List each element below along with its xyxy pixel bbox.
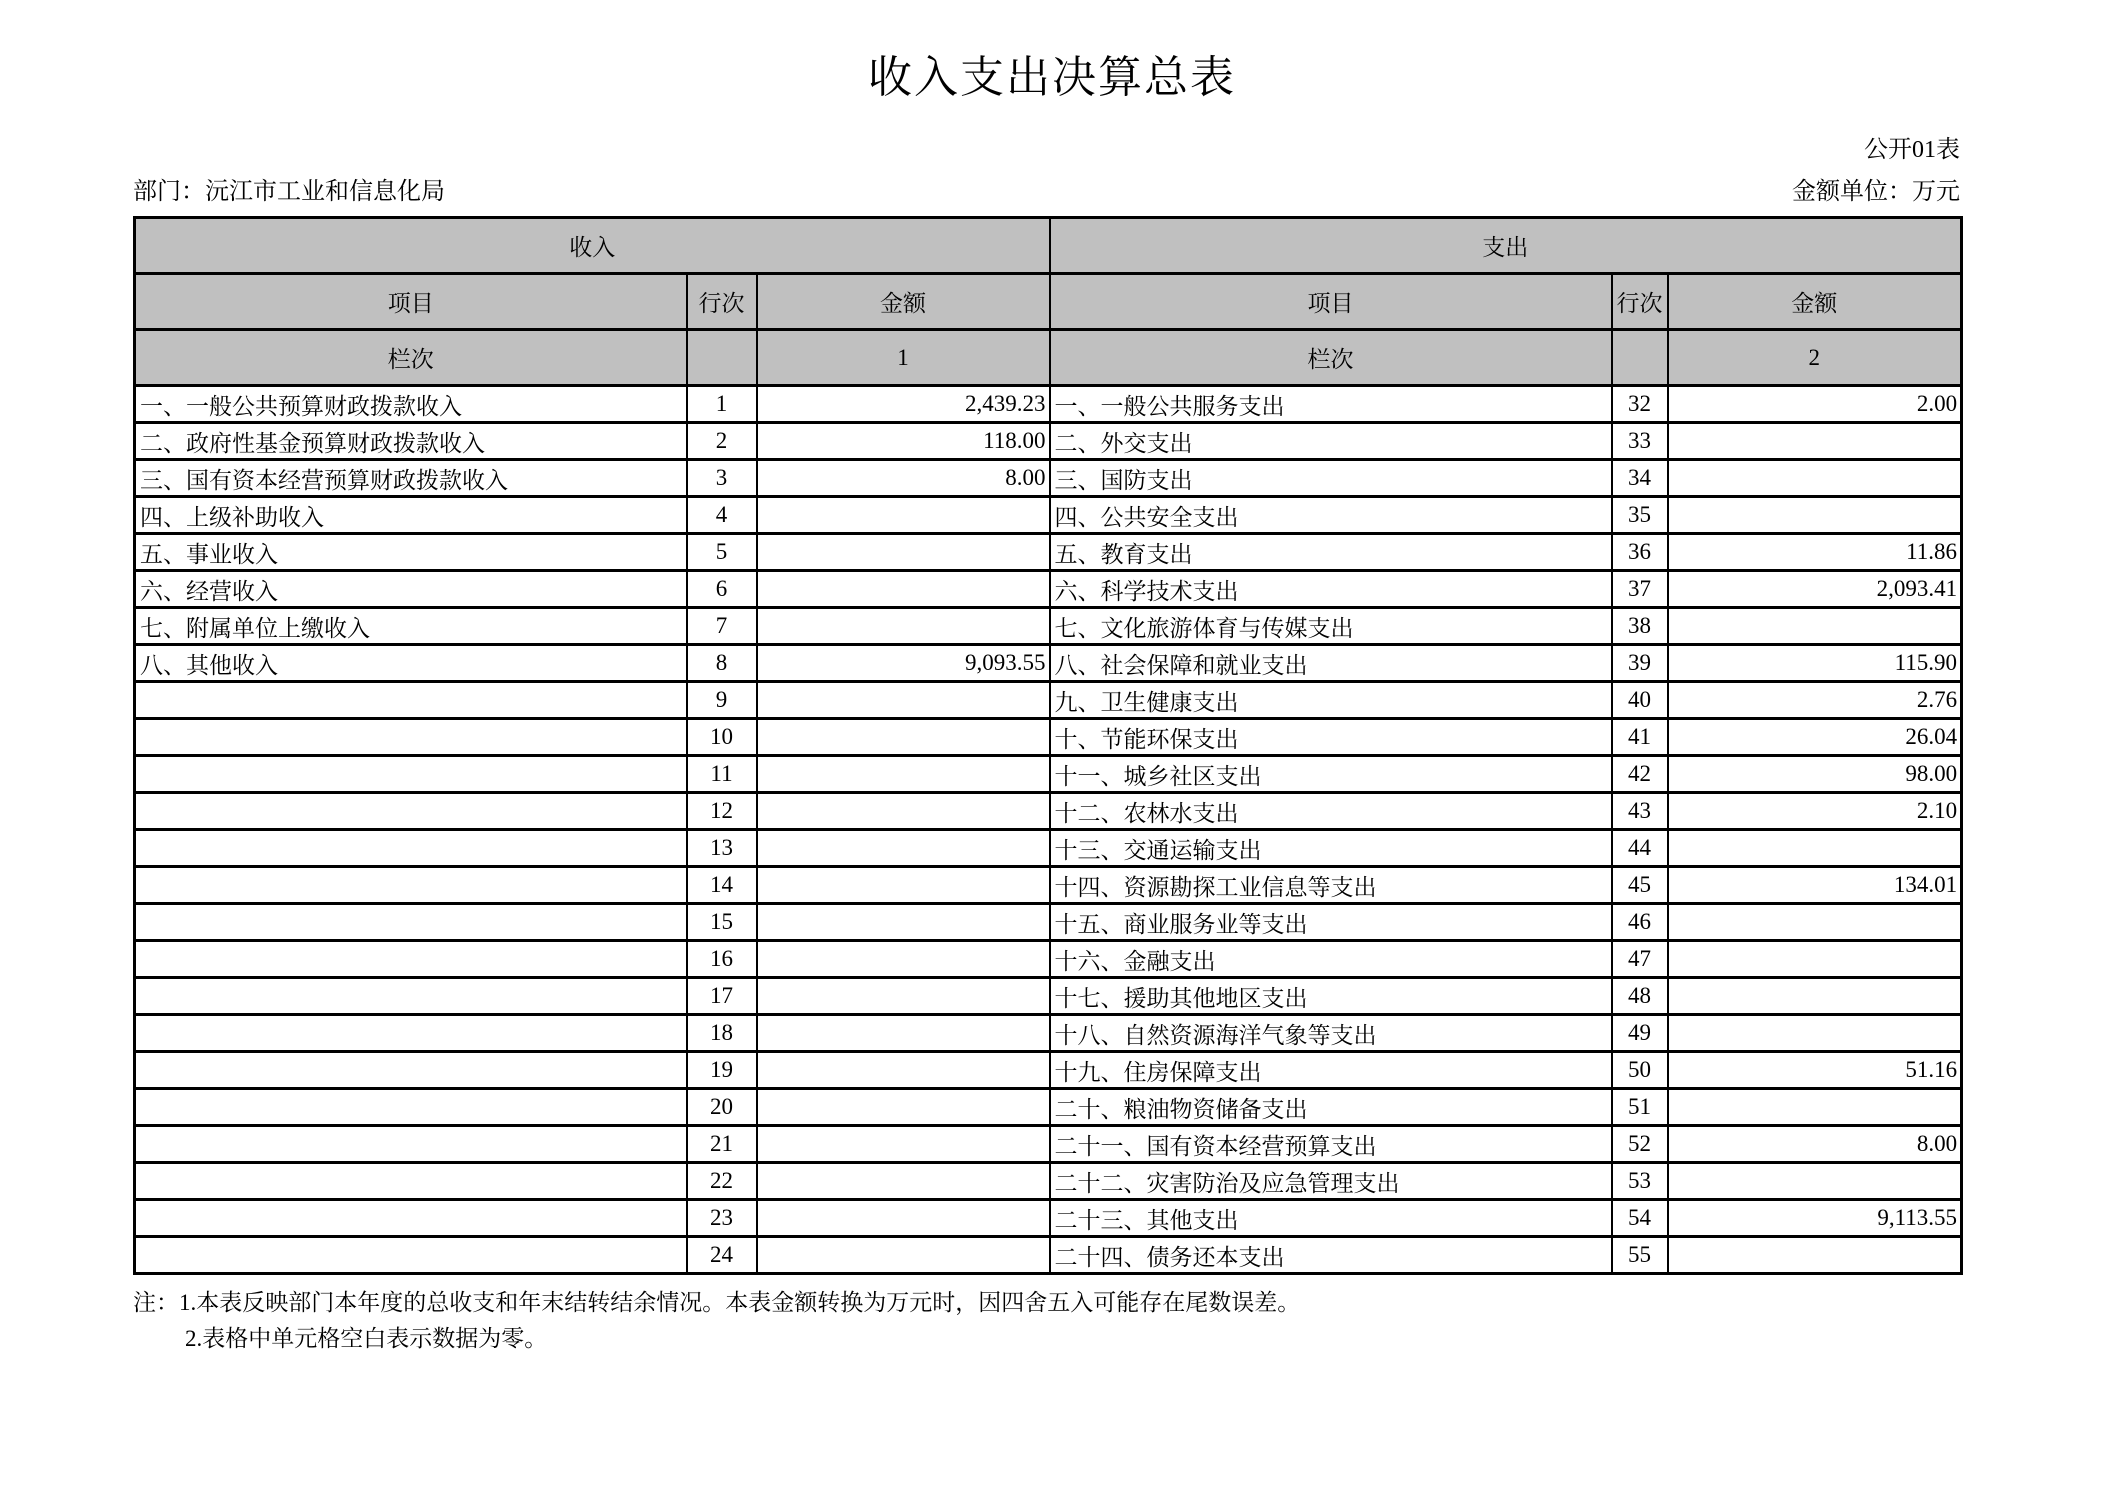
expense-item-cell: 一、一般公共服务支出 — [1050, 386, 1612, 423]
expense-amount-header: 金额 — [1668, 274, 1962, 330]
income-item-cell — [135, 1089, 687, 1126]
table-row — [135, 497, 1962, 534]
table-row — [135, 1163, 1962, 1200]
income-item-header: 项目 — [135, 274, 687, 330]
expense-item-cell: 二十三、其他支出 — [1050, 1200, 1612, 1237]
expense-section-header: 支出 — [1050, 218, 1962, 274]
expense-line-cell: 50 — [1612, 1052, 1668, 1089]
income-item-cell — [135, 793, 687, 830]
column-index-row — [135, 330, 1962, 386]
expense-item-cell: 七、文化旅游体育与传媒支出 — [1050, 608, 1612, 645]
expense-amount-cell: 26.04 — [1668, 719, 1962, 756]
expense-amount-cell: 9,113.55 — [1668, 1200, 1962, 1237]
income-amount-cell — [757, 1126, 1050, 1163]
expense-amount-cell — [1668, 1015, 1962, 1052]
income-line-cell: 12 — [687, 793, 757, 830]
income-line-cell: 3 — [687, 460, 757, 497]
income-amount-cell — [757, 571, 1050, 608]
table-row — [135, 423, 1962, 460]
expense-item-cell: 四、公共安全支出 — [1050, 497, 1612, 534]
expense-amount-cell: 134.01 — [1668, 867, 1962, 904]
income-line-cell: 23 — [687, 1200, 757, 1237]
income-amount-cell — [757, 1089, 1050, 1126]
income-line-cell: 20 — [687, 1089, 757, 1126]
income-index-label: 栏次 — [135, 330, 687, 386]
income-item-cell — [135, 1052, 687, 1089]
income-item-cell — [135, 867, 687, 904]
expense-amount-cell — [1668, 904, 1962, 941]
income-item-cell: 七、附属单位上缴收入 — [135, 608, 687, 645]
expense-index-empty-cell — [1612, 330, 1668, 386]
expense-amount-cell: 2.00 — [1668, 386, 1962, 423]
income-amount-cell — [757, 682, 1050, 719]
expense-item-cell: 十五、商业服务业等支出 — [1050, 904, 1612, 941]
income-line-cell: 19 — [687, 1052, 757, 1089]
income-amount-cell: 9,093.55 — [757, 645, 1050, 682]
expense-amount-cell — [1668, 1163, 1962, 1200]
income-line-cell: 6 — [687, 571, 757, 608]
expense-item-cell: 十三、交通运输支出 — [1050, 830, 1612, 867]
expense-item-cell: 六、科学技术支出 — [1050, 571, 1612, 608]
expense-line-cell: 52 — [1612, 1126, 1668, 1163]
table-row — [135, 682, 1962, 719]
income-amount-cell: 8.00 — [757, 460, 1050, 497]
table-row — [135, 645, 1962, 682]
note-line-1: 注：1.本表反映部门本年度的总收支和年末结转结余情况。本表金额转换为万元时，因四舍五入可能存在尾数误差。 — [133, 1290, 1301, 1315]
expense-item-cell: 三、国防支出 — [1050, 460, 1612, 497]
expense-line-cell: 51 — [1612, 1089, 1668, 1126]
income-line-cell: 1 — [687, 386, 757, 423]
expense-amount-cell — [1668, 1237, 1962, 1274]
table-row — [135, 867, 1962, 904]
expense-amount-cell: 51.16 — [1668, 1052, 1962, 1089]
income-line-cell: 11 — [687, 756, 757, 793]
income-line-cell: 5 — [687, 534, 757, 571]
table-row — [135, 941, 1962, 978]
expense-line-cell: 36 — [1612, 534, 1668, 571]
income-item-cell: 五、事业收入 — [135, 534, 687, 571]
income-line-cell: 15 — [687, 904, 757, 941]
expense-amount-cell: 11.86 — [1668, 534, 1962, 571]
income-item-cell — [135, 1200, 687, 1237]
income-amount-cell — [757, 1163, 1050, 1200]
income-line-cell: 8 — [687, 645, 757, 682]
income-line-cell: 17 — [687, 978, 757, 1015]
section-header-row — [135, 218, 1962, 274]
expense-amount-cell — [1668, 978, 1962, 1015]
income-line-header: 行次 — [687, 274, 757, 330]
expense-column-index: 2 — [1668, 330, 1962, 386]
expense-line-cell: 44 — [1612, 830, 1668, 867]
income-line-cell: 18 — [687, 1015, 757, 1052]
expense-amount-cell: 98.00 — [1668, 756, 1962, 793]
income-item-cell — [135, 1015, 687, 1052]
income-item-cell — [135, 941, 687, 978]
income-amount-cell: 118.00 — [757, 423, 1050, 460]
income-line-cell: 7 — [687, 608, 757, 645]
income-item-cell: 八、其他收入 — [135, 645, 687, 682]
income-item-cell: 六、经营收入 — [135, 571, 687, 608]
income-item-cell: 三、国有资本经营预算财政拨款收入 — [135, 460, 687, 497]
expense-amount-cell — [1668, 1089, 1962, 1126]
expense-item-cell: 十一、城乡社区支出 — [1050, 756, 1612, 793]
income-line-cell: 10 — [687, 719, 757, 756]
expense-amount-cell — [1668, 497, 1962, 534]
page-title: 收入支出决算总表 — [868, 53, 1236, 102]
expense-amount-cell: 8.00 — [1668, 1126, 1962, 1163]
table-row — [135, 1126, 1962, 1163]
table-row — [135, 460, 1962, 497]
expense-line-cell: 54 — [1612, 1200, 1668, 1237]
income-item-cell — [135, 1237, 687, 1274]
income-line-cell: 2 — [687, 423, 757, 460]
expense-amount-cell — [1668, 423, 1962, 460]
income-item-cell — [135, 978, 687, 1015]
expense-line-cell: 55 — [1612, 1237, 1668, 1274]
expense-line-cell: 45 — [1612, 867, 1668, 904]
income-line-cell: 22 — [687, 1163, 757, 1200]
expense-line-header: 行次 — [1612, 274, 1668, 330]
column-header-row — [135, 274, 1962, 330]
expense-item-cell: 五、教育支出 — [1050, 534, 1612, 571]
table-row — [135, 719, 1962, 756]
expense-amount-cell — [1668, 941, 1962, 978]
table-row — [135, 386, 1962, 423]
expense-item-cell: 二十四、债务还本支出 — [1050, 1237, 1612, 1274]
income-line-cell: 21 — [687, 1126, 757, 1163]
expense-item-cell: 二、外交支出 — [1050, 423, 1612, 460]
income-line-cell: 4 — [687, 497, 757, 534]
income-index-empty-cell — [687, 330, 757, 386]
income-item-cell: 一、一般公共预算财政拨款收入 — [135, 386, 687, 423]
income-amount-cell — [757, 608, 1050, 645]
income-line-cell: 16 — [687, 941, 757, 978]
income-section-header: 收入 — [135, 218, 1050, 274]
income-line-cell: 9 — [687, 682, 757, 719]
notes — [133, 1285, 1960, 1357]
income-amount-cell — [757, 1015, 1050, 1052]
table-row — [135, 904, 1962, 941]
income-item-cell: 二、政府性基金预算财政拨款收入 — [135, 423, 687, 460]
table-header — [135, 218, 1962, 386]
expense-amount-cell: 2,093.41 — [1668, 571, 1962, 608]
expense-item-cell: 八、社会保障和就业支出 — [1050, 645, 1612, 682]
expense-line-cell: 34 — [1612, 460, 1668, 497]
income-amount-cell — [757, 497, 1050, 534]
expense-line-cell: 53 — [1612, 1163, 1668, 1200]
expense-line-cell: 37 — [1612, 571, 1668, 608]
income-amount-cell — [757, 793, 1050, 830]
income-amount-cell — [757, 1200, 1050, 1237]
income-item-cell — [135, 1163, 687, 1200]
expense-line-cell: 38 — [1612, 608, 1668, 645]
expense-item-cell: 十八、自然资源海洋气象等支出 — [1050, 1015, 1612, 1052]
income-amount-cell — [757, 719, 1050, 756]
expense-line-cell: 43 — [1612, 793, 1668, 830]
income-amount-cell — [757, 904, 1050, 941]
table-body — [135, 386, 1962, 1274]
income-amount-cell — [757, 1052, 1050, 1089]
budget-table — [133, 216, 1963, 1275]
income-amount-cell — [757, 534, 1050, 571]
expense-item-cell: 十四、资源勘探工业信息等支出 — [1050, 867, 1612, 904]
expense-amount-cell — [1668, 608, 1962, 645]
table-row — [135, 793, 1962, 830]
income-item-cell — [135, 719, 687, 756]
income-item-cell — [135, 830, 687, 867]
expense-index-label: 栏次 — [1050, 330, 1612, 386]
income-amount-cell — [757, 867, 1050, 904]
expense-amount-cell — [1668, 830, 1962, 867]
form-number: 公开01表 — [1864, 137, 1960, 163]
income-line-cell: 14 — [687, 867, 757, 904]
expense-line-cell: 48 — [1612, 978, 1668, 1015]
note-line-2: 2.表格中单元格空白表示数据为零。 — [185, 1326, 548, 1351]
income-amount-cell — [757, 941, 1050, 978]
income-amount-cell: 2,439.23 — [757, 386, 1050, 423]
income-item-cell — [135, 682, 687, 719]
table-row — [135, 830, 1962, 867]
expense-line-cell: 39 — [1612, 645, 1668, 682]
department-label: 部门：沅江市工业和信息化局 — [133, 179, 445, 205]
expense-item-header: 项目 — [1050, 274, 1612, 330]
unit-label: 金额单位：万元 — [1792, 179, 1960, 205]
table-row — [135, 1052, 1962, 1089]
expense-line-cell: 41 — [1612, 719, 1668, 756]
income-item-cell — [135, 904, 687, 941]
income-amount-cell — [757, 756, 1050, 793]
table-row — [135, 978, 1962, 1015]
income-amount-header: 金额 — [757, 274, 1050, 330]
expense-item-cell: 十、节能环保支出 — [1050, 719, 1612, 756]
expense-item-cell: 二十二、灾害防治及应急管理支出 — [1050, 1163, 1612, 1200]
expense-item-cell: 十九、住房保障支出 — [1050, 1052, 1612, 1089]
income-amount-cell — [757, 830, 1050, 867]
table-row — [135, 534, 1962, 571]
income-line-cell: 13 — [687, 830, 757, 867]
expense-line-cell: 35 — [1612, 497, 1668, 534]
table-row — [135, 1089, 1962, 1126]
table-row — [135, 1015, 1962, 1052]
expense-item-cell: 十二、农林水支出 — [1050, 793, 1612, 830]
table-row — [135, 608, 1962, 645]
expense-amount-cell: 2.76 — [1668, 682, 1962, 719]
expense-item-cell: 十六、金融支出 — [1050, 941, 1612, 978]
meta-row — [133, 178, 1960, 206]
expense-amount-cell: 115.90 — [1668, 645, 1962, 682]
income-item-cell — [135, 1126, 687, 1163]
expense-item-cell: 十七、援助其他地区支出 — [1050, 978, 1612, 1015]
expense-line-cell: 32 — [1612, 386, 1668, 423]
income-item-cell — [135, 756, 687, 793]
table-row — [135, 571, 1962, 608]
expense-line-cell: 42 — [1612, 756, 1668, 793]
expense-line-cell: 49 — [1612, 1015, 1668, 1052]
table-row — [135, 756, 1962, 793]
expense-item-cell: 二十一、国有资本经营预算支出 — [1050, 1126, 1612, 1163]
income-column-index: 1 — [757, 330, 1050, 386]
expense-line-cell: 46 — [1612, 904, 1668, 941]
income-amount-cell — [757, 1237, 1050, 1274]
expense-item-cell: 九、卫生健康支出 — [1050, 682, 1612, 719]
expense-amount-cell: 2.10 — [1668, 793, 1962, 830]
expense-item-cell: 二十、粮油物资储备支出 — [1050, 1089, 1612, 1126]
expense-line-cell: 40 — [1612, 682, 1668, 719]
expense-line-cell: 33 — [1612, 423, 1668, 460]
expense-amount-cell — [1668, 460, 1962, 497]
table-row — [135, 1237, 1962, 1274]
table-row — [135, 1200, 1962, 1237]
expense-line-cell: 47 — [1612, 941, 1668, 978]
income-amount-cell — [757, 978, 1050, 1015]
income-line-cell: 24 — [687, 1237, 757, 1274]
income-item-cell: 四、上级补助收入 — [135, 497, 687, 534]
